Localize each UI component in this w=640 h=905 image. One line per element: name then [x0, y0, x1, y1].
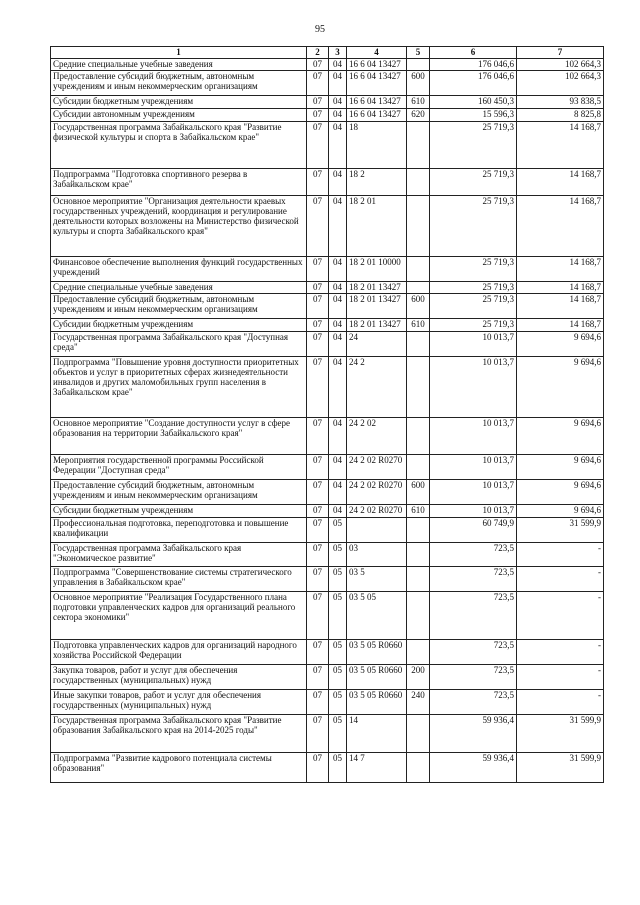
row-amount-7-cell: -	[517, 690, 604, 715]
row-amount-7-cell: 93 838,5	[517, 96, 604, 109]
row-expense-type-cell	[407, 753, 430, 783]
row-subsection-cell: 05	[329, 715, 347, 753]
row-expense-type-cell: 610	[407, 505, 430, 518]
row-amount-7-cell: 31 599,9	[517, 753, 604, 783]
row-amount-6-cell: 10 013,7	[430, 480, 517, 505]
table-row	[51, 71, 604, 96]
row-section-cell: 07	[307, 455, 329, 480]
page-number: 95	[315, 24, 325, 35]
table-row	[51, 640, 604, 665]
row-amount-7-cell: 9 694,6	[517, 480, 604, 505]
row-amount-7-cell: 14 168,7	[517, 122, 604, 169]
table-row	[51, 753, 604, 783]
row-name-cell: Государственная программа Забайкальского края "Экономическое развитие"	[51, 543, 307, 567]
row-expense-type-cell: 600	[407, 294, 430, 319]
row-expense-type-cell: 600	[407, 71, 430, 96]
row-subsection-cell: 05	[329, 640, 347, 665]
row-name-cell: Подпрограмма "Повышение уровня доступности приоритетных объектов и услуг в приоритетных сферах жизнедеятельности инвалидов и других маломобильных групп населения в Забайкальском крае"	[51, 357, 307, 418]
table-row	[51, 665, 604, 690]
row-amount-6-cell: 723,5	[430, 640, 517, 665]
row-section-cell: 07	[307, 122, 329, 169]
row-amount-6-cell: 15 596,3	[430, 109, 517, 122]
table-row	[51, 332, 604, 357]
row-amount-6-cell: 723,5	[430, 543, 517, 567]
row-name-cell: Основное мероприятие "Организация деятельности краевых государственных учреждений, координация и регулирование деятельности которых возложены на Министерство физической культуры и спорта Забайкальского края"	[51, 196, 307, 257]
row-expense-type-cell: 610	[407, 319, 430, 332]
row-name-cell: Основное мероприятие "Реализация Государственного плана подготовки управленческих кадров для организаций реального сектора экономики"	[51, 592, 307, 640]
row-subsection-cell: 05	[329, 592, 347, 640]
row-amount-6-cell: 10 013,7	[430, 418, 517, 455]
row-name-cell: Предоставление субсидий бюджетным, автономным учреждениям и иным некоммерческим организациям	[51, 294, 307, 319]
row-amount-6-cell: 25 719,3	[430, 319, 517, 332]
row-section-cell: 07	[307, 567, 329, 592]
row-target-article-cell: 24 2 02 R0270	[347, 455, 407, 480]
row-target-article-cell: 18 2 01 13427	[347, 294, 407, 319]
column-header-amount-7: 7	[517, 47, 604, 59]
row-amount-6-cell: 60 749,9	[430, 518, 517, 543]
row-section-cell: 07	[307, 592, 329, 640]
row-name-cell: Иные закупки товаров, работ и услуг для обеспечения государственных (муниципальных) нужд	[51, 690, 307, 715]
row-name-cell: Финансовое обеспечение выполнения функций государственных учреждений	[51, 257, 307, 282]
row-section-cell: 07	[307, 109, 329, 122]
row-subsection-cell: 04	[329, 332, 347, 357]
table-row	[51, 543, 604, 567]
table-row	[51, 294, 604, 319]
row-amount-7-cell: 9 694,6	[517, 332, 604, 357]
table-row	[51, 480, 604, 505]
row-amount-7-cell: 31 599,9	[517, 715, 604, 753]
column-header-subsection: 3	[329, 47, 347, 59]
row-subsection-cell: 05	[329, 690, 347, 715]
row-subsection-cell: 04	[329, 169, 347, 196]
row-name-cell: Субсидии бюджетным учреждениям	[51, 319, 307, 332]
row-name-cell: Предоставление субсидий бюджетным, автономным учреждениям и иным некоммерческим организациям	[51, 480, 307, 505]
row-section-cell: 07	[307, 640, 329, 665]
row-amount-6-cell: 25 719,3	[430, 196, 517, 257]
row-amount-7-cell: -	[517, 592, 604, 640]
table-row	[51, 455, 604, 480]
row-subsection-cell: 04	[329, 257, 347, 282]
table-row	[51, 196, 604, 257]
row-name-cell: Профессиональная подготовка, переподготовка и повышение квалификации	[51, 518, 307, 543]
row-amount-7-cell: 14 168,7	[517, 282, 604, 294]
row-amount-7-cell: -	[517, 665, 604, 690]
row-expense-type-cell: 200	[407, 665, 430, 690]
row-amount-6-cell: 25 719,3	[430, 122, 517, 169]
row-subsection-cell: 05	[329, 665, 347, 690]
row-amount-6-cell: 25 719,3	[430, 257, 517, 282]
row-section-cell: 07	[307, 543, 329, 567]
row-name-cell: Средние специальные учебные заведения	[51, 282, 307, 294]
row-amount-6-cell: 25 719,3	[430, 169, 517, 196]
row-subsection-cell: 05	[329, 753, 347, 783]
row-name-cell: Мероприятия государственной программы Российской Федерации "Доступная среда"	[51, 455, 307, 480]
row-amount-6-cell: 160 450,3	[430, 96, 517, 109]
row-section-cell: 07	[307, 665, 329, 690]
row-name-cell: Государственная программа Забайкальского края "Развитие физической культуры и спорта в Забайкальском крае"	[51, 122, 307, 169]
row-expense-type-cell	[407, 715, 430, 753]
row-target-article-cell: 16 6 04 13427	[347, 59, 407, 71]
row-expense-type-cell	[407, 543, 430, 567]
row-target-article-cell	[347, 518, 407, 543]
row-amount-6-cell: 723,5	[430, 592, 517, 640]
row-section-cell: 07	[307, 319, 329, 332]
table-body	[51, 59, 604, 783]
column-header-section: 2	[307, 47, 329, 59]
row-target-article-cell: 24	[347, 332, 407, 357]
column-header-target-article: 4	[347, 47, 407, 59]
row-subsection-cell: 04	[329, 319, 347, 332]
row-amount-6-cell: 10 013,7	[430, 357, 517, 418]
row-subsection-cell: 04	[329, 418, 347, 455]
row-name-cell: Средние специальные учебные заведения	[51, 59, 307, 71]
table-row	[51, 567, 604, 592]
row-target-article-cell: 03 5 05 R0660	[347, 665, 407, 690]
row-amount-6-cell: 10 013,7	[430, 455, 517, 480]
table-row	[51, 715, 604, 753]
row-amount-7-cell: 14 168,7	[517, 196, 604, 257]
table-row	[51, 357, 604, 418]
row-expense-type-cell: 600	[407, 480, 430, 505]
row-target-article-cell: 18 2 01 13427	[347, 282, 407, 294]
table-row	[51, 505, 604, 518]
row-amount-7-cell: -	[517, 543, 604, 567]
row-expense-type-cell	[407, 592, 430, 640]
row-subsection-cell: 05	[329, 518, 347, 543]
row-section-cell: 07	[307, 480, 329, 505]
row-section-cell: 07	[307, 96, 329, 109]
row-target-article-cell: 03 5 05 R0660	[347, 690, 407, 715]
row-name-cell: Подпрограмма "Подготовка спортивного резерва в Забайкальском крае"	[51, 169, 307, 196]
row-section-cell: 07	[307, 505, 329, 518]
row-subsection-cell: 05	[329, 543, 347, 567]
row-amount-7-cell: -	[517, 567, 604, 592]
row-expense-type-cell	[407, 169, 430, 196]
row-expense-type-cell	[407, 59, 430, 71]
row-name-cell: Закупка товаров, работ и услуг для обеспечения государственных (муниципальных) нужд	[51, 665, 307, 690]
row-target-article-cell: 18 2 01 10000	[347, 257, 407, 282]
row-target-article-cell: 14 7	[347, 753, 407, 783]
column-header-name: 1	[51, 47, 307, 59]
row-target-article-cell: 03 5 05	[347, 592, 407, 640]
table-row	[51, 418, 604, 455]
row-amount-7-cell: 9 694,6	[517, 357, 604, 418]
row-expense-type-cell	[407, 257, 430, 282]
row-subsection-cell: 04	[329, 282, 347, 294]
row-amount-6-cell: 59 936,4	[430, 715, 517, 753]
row-target-article-cell: 16 6 04 13427	[347, 96, 407, 109]
row-amount-7-cell: 14 168,7	[517, 257, 604, 282]
row-expense-type-cell	[407, 640, 430, 665]
row-name-cell: Предоставление субсидий бюджетным, автономным учреждениям и иным некоммерческим организациям	[51, 71, 307, 96]
row-target-article-cell: 16 6 04 13427	[347, 109, 407, 122]
row-expense-type-cell	[407, 567, 430, 592]
row-subsection-cell: 04	[329, 480, 347, 505]
row-target-article-cell: 18 2	[347, 169, 407, 196]
row-section-cell: 07	[307, 690, 329, 715]
table-row	[51, 518, 604, 543]
row-section-cell: 07	[307, 257, 329, 282]
row-section-cell: 07	[307, 59, 329, 71]
row-subsection-cell: 04	[329, 59, 347, 71]
row-amount-7-cell: 102 664,3	[517, 71, 604, 96]
row-amount-7-cell: 9 694,6	[517, 505, 604, 518]
row-subsection-cell: 04	[329, 455, 347, 480]
table-row	[51, 282, 604, 294]
row-section-cell: 07	[307, 357, 329, 418]
row-name-cell: Субсидии бюджетным учреждениям	[51, 505, 307, 518]
row-section-cell: 07	[307, 715, 329, 753]
row-expense-type-cell	[407, 418, 430, 455]
row-amount-7-cell: 14 168,7	[517, 169, 604, 196]
row-amount-7-cell: 102 664,3	[517, 59, 604, 71]
row-amount-6-cell: 176 046,6	[430, 71, 517, 96]
row-expense-type-cell: 240	[407, 690, 430, 715]
row-amount-7-cell: 8 825,8	[517, 109, 604, 122]
row-amount-7-cell: 14 168,7	[517, 294, 604, 319]
row-subsection-cell: 04	[329, 122, 347, 169]
row-target-article-cell: 18 2 01 13427	[347, 319, 407, 332]
row-expense-type-cell	[407, 196, 430, 257]
row-amount-7-cell: -	[517, 640, 604, 665]
row-name-cell: Подготовка управленческих кадров для организаций народного хозяйства Российской Федерации	[51, 640, 307, 665]
row-amount-6-cell: 10 013,7	[430, 332, 517, 357]
table-row	[51, 169, 604, 196]
row-amount-6-cell: 723,5	[430, 665, 517, 690]
row-expense-type-cell	[407, 455, 430, 480]
row-subsection-cell: 04	[329, 196, 347, 257]
row-subsection-cell: 04	[329, 505, 347, 518]
row-section-cell: 07	[307, 196, 329, 257]
row-section-cell: 07	[307, 518, 329, 543]
row-name-cell: Основное мероприятие "Создание доступности услуг в сфере образования на территории Забайкальского края"	[51, 418, 307, 455]
table-row	[51, 592, 604, 640]
row-amount-7-cell: 9 694,6	[517, 455, 604, 480]
row-name-cell: Государственная программа Забайкальского края "Развитие образования Забайкальского края на 2014-2025 годы"	[51, 715, 307, 753]
row-target-article-cell: 18 2 01	[347, 196, 407, 257]
row-target-article-cell: 24 2 02 R0270	[347, 505, 407, 518]
row-target-article-cell: 14	[347, 715, 407, 753]
table-row	[51, 122, 604, 169]
row-target-article-cell: 24 2	[347, 357, 407, 418]
row-subsection-cell: 05	[329, 567, 347, 592]
row-name-cell: Субсидии бюджетным учреждениям	[51, 96, 307, 109]
row-expense-type-cell: 620	[407, 109, 430, 122]
table-row	[51, 109, 604, 122]
row-expense-type-cell	[407, 122, 430, 169]
row-name-cell: Подпрограмма "Совершенствование системы стратегического управления в Забайкальском крае"	[51, 567, 307, 592]
row-amount-6-cell: 25 719,3	[430, 294, 517, 319]
row-subsection-cell: 04	[329, 109, 347, 122]
row-section-cell: 07	[307, 169, 329, 196]
row-section-cell: 07	[307, 71, 329, 96]
row-expense-type-cell	[407, 518, 430, 543]
row-amount-6-cell: 59 936,4	[430, 753, 517, 783]
row-subsection-cell: 04	[329, 96, 347, 109]
row-section-cell: 07	[307, 332, 329, 357]
table-row	[51, 690, 604, 715]
row-name-cell: Субсидии автономным учреждениям	[51, 109, 307, 122]
row-amount-7-cell: 9 694,6	[517, 418, 604, 455]
row-subsection-cell: 04	[329, 71, 347, 96]
row-expense-type-cell	[407, 332, 430, 357]
row-amount-6-cell: 723,5	[430, 690, 517, 715]
row-target-article-cell: 18	[347, 122, 407, 169]
row-target-article-cell: 24 2 02	[347, 418, 407, 455]
row-target-article-cell: 03	[347, 543, 407, 567]
row-target-article-cell: 16 6 04 13427	[347, 71, 407, 96]
row-subsection-cell: 04	[329, 357, 347, 418]
row-expense-type-cell: 610	[407, 96, 430, 109]
row-amount-6-cell: 10 013,7	[430, 505, 517, 518]
row-section-cell: 07	[307, 418, 329, 455]
row-section-cell: 07	[307, 294, 329, 319]
row-amount-6-cell: 25 719,3	[430, 282, 517, 294]
column-header-amount-6: 6	[430, 47, 517, 59]
table-row	[51, 59, 604, 71]
table-row	[51, 96, 604, 109]
row-subsection-cell: 04	[329, 294, 347, 319]
row-name-cell: Государственная программа Забайкальского края "Доступная среда"	[51, 332, 307, 357]
table-header-row	[51, 47, 604, 59]
row-target-article-cell: 03 5	[347, 567, 407, 592]
row-amount-7-cell: 14 168,7	[517, 319, 604, 332]
row-expense-type-cell	[407, 282, 430, 294]
row-expense-type-cell	[407, 357, 430, 418]
row-target-article-cell: 24 2 02 R0270	[347, 480, 407, 505]
row-amount-7-cell: 31 599,9	[517, 518, 604, 543]
row-section-cell: 07	[307, 753, 329, 783]
table-row	[51, 319, 604, 332]
row-name-cell: Подпрограмма "Развитие кадрового потенциала системы образования"	[51, 753, 307, 783]
table-row	[51, 257, 604, 282]
row-amount-6-cell: 723,5	[430, 567, 517, 592]
row-section-cell: 07	[307, 282, 329, 294]
column-header-expense-type: 5	[407, 47, 430, 59]
budget-table	[50, 46, 604, 783]
row-amount-6-cell: 176 046,6	[430, 59, 517, 71]
row-target-article-cell: 03 5 05 R0660	[347, 640, 407, 665]
